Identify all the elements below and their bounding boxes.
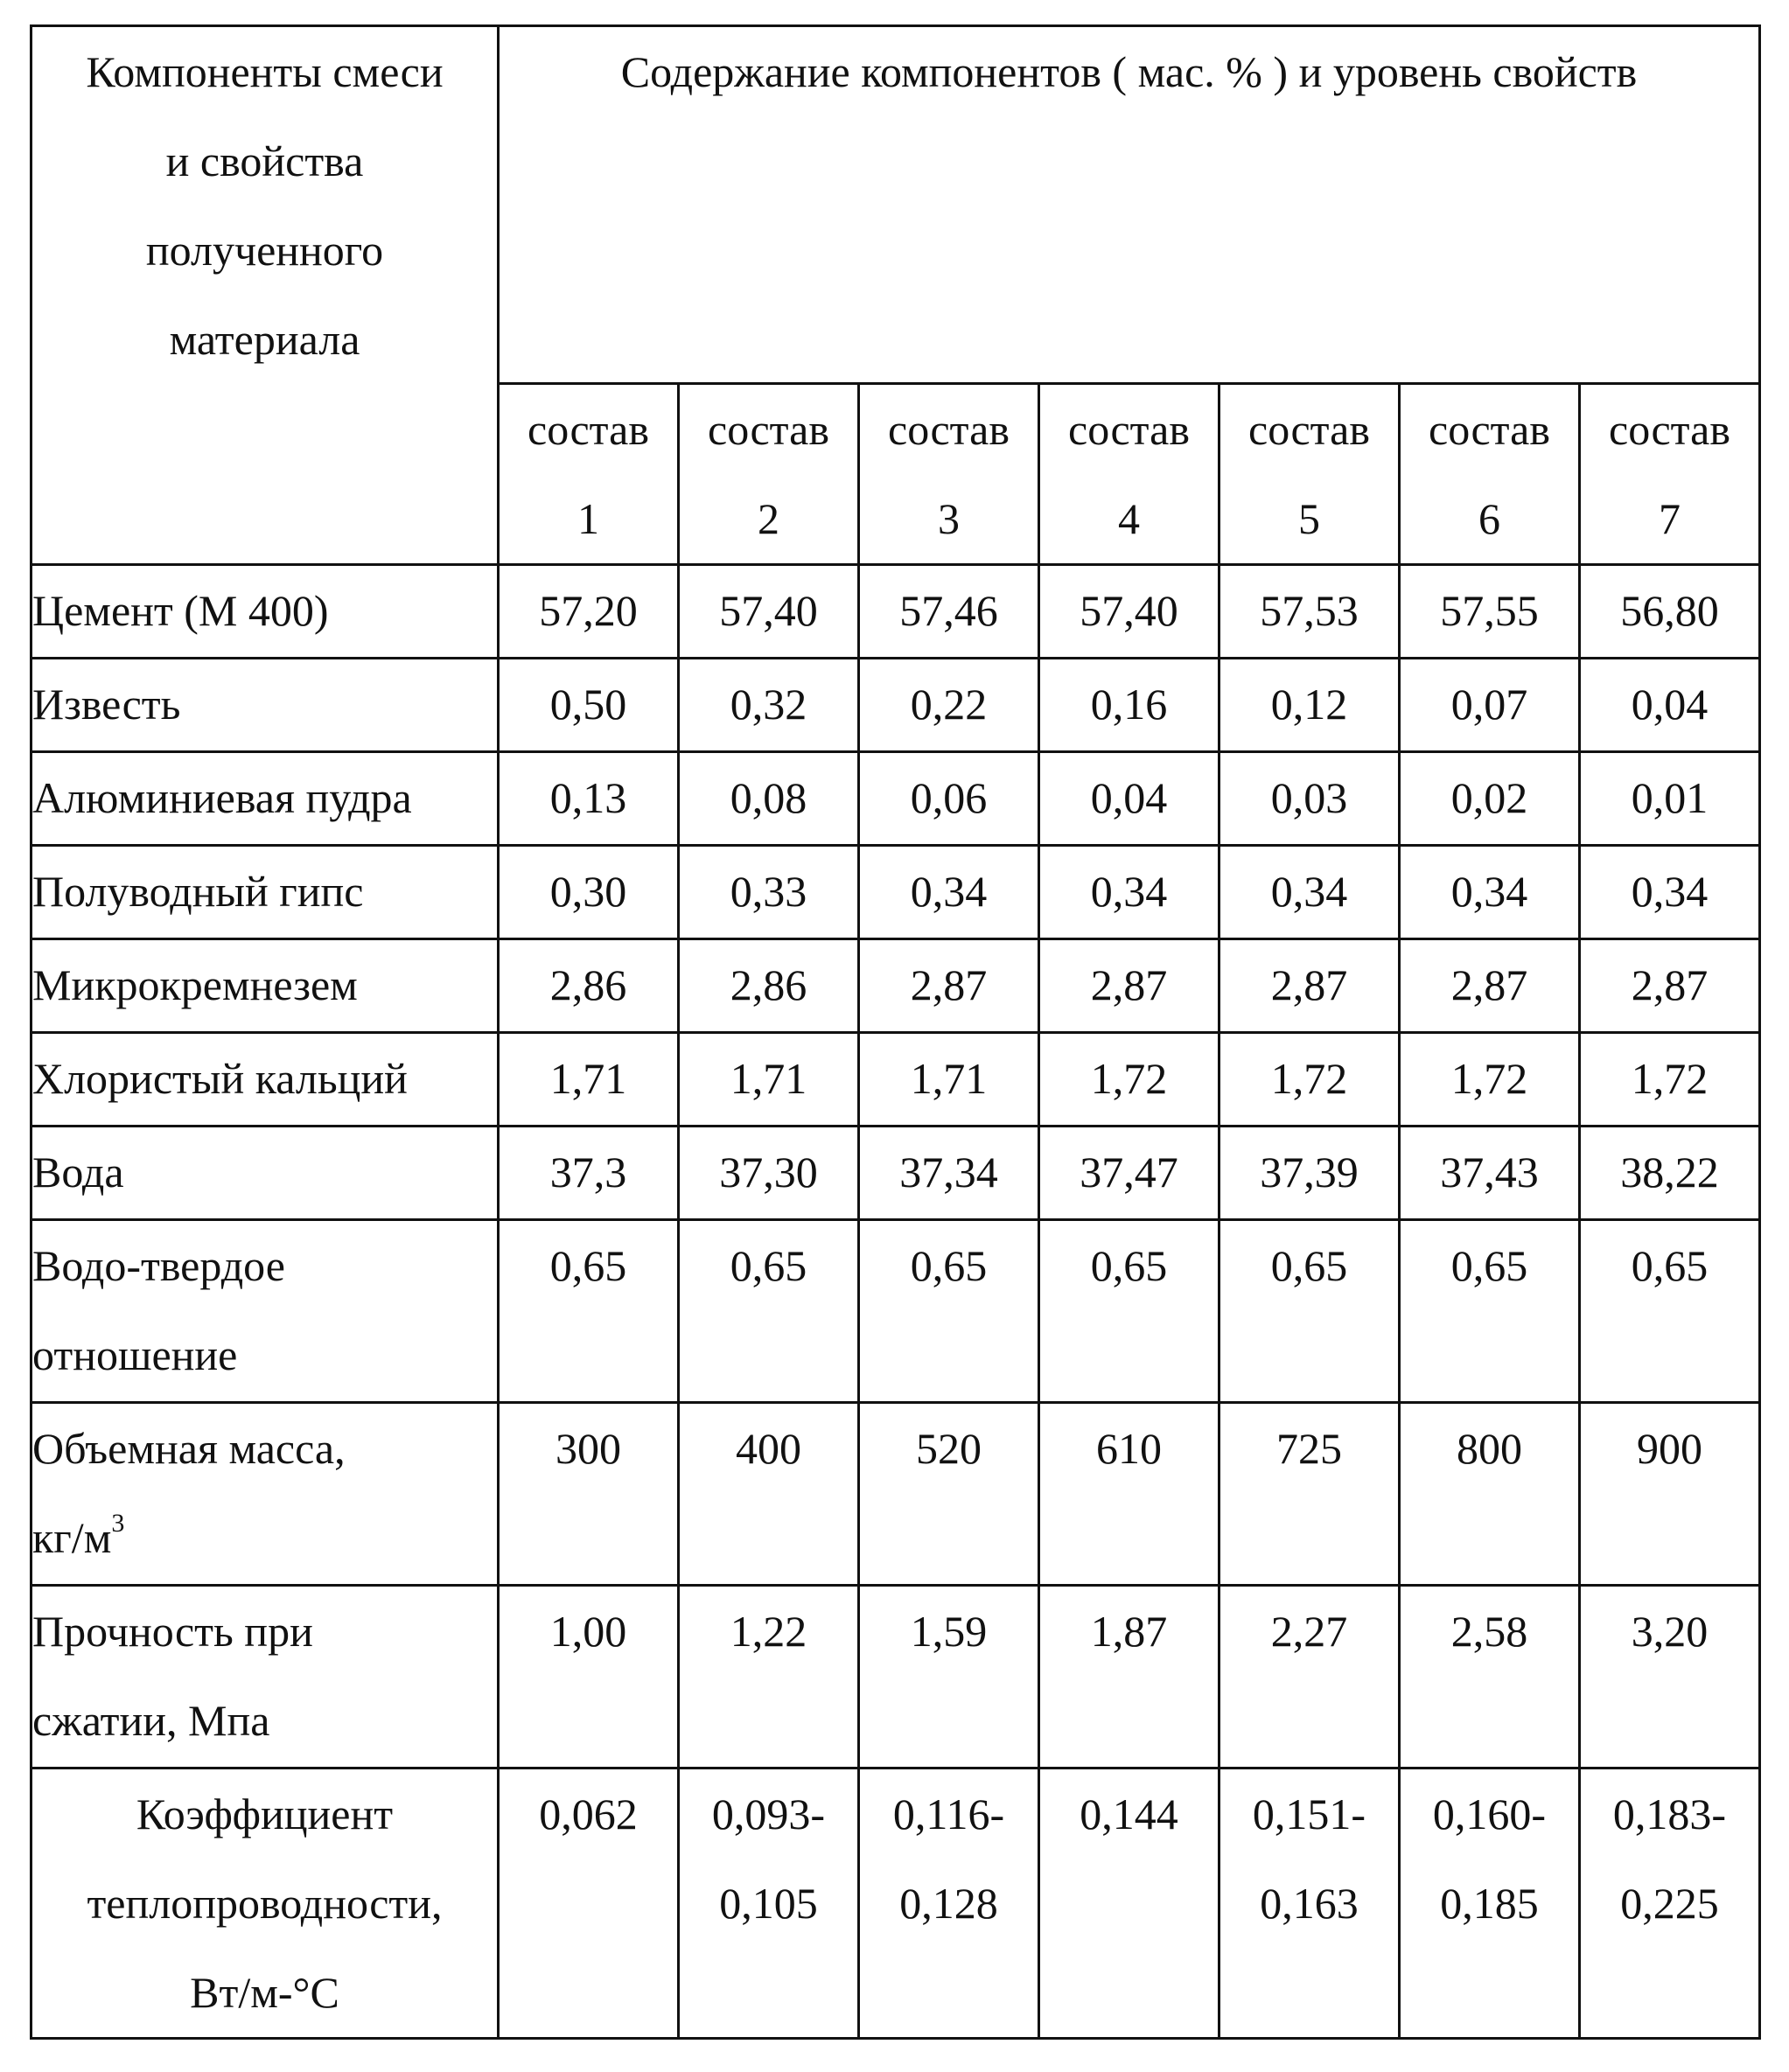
value-cell [1580, 565, 1760, 659]
value-line: 0,34 [910, 867, 988, 916]
value-cell [1400, 846, 1580, 939]
row-label-line: Коэффициент [136, 1789, 394, 1838]
value-line: 0,151- [1252, 1789, 1366, 1838]
composition-header-5 [1219, 384, 1400, 565]
row-label-line: теплопроводности, [87, 1879, 443, 1928]
table-row [31, 1127, 1760, 1220]
row-label-line: Алюминиевая пудра [32, 773, 412, 822]
value-cell [1400, 1769, 1580, 2039]
value-cell [679, 939, 859, 1033]
value-cell [859, 565, 1039, 659]
value-cell [1219, 1586, 1400, 1769]
value-line: 57,40 [719, 586, 818, 635]
value-cell [499, 565, 679, 659]
row-label [31, 939, 499, 1033]
value-line: 38,22 [1620, 1148, 1719, 1196]
value-cell [499, 1220, 679, 1403]
value-line: 0,34 [1270, 867, 1348, 916]
table-row [31, 1033, 1760, 1127]
value-line: 0,08 [730, 773, 807, 822]
composition-header-1 [499, 384, 679, 565]
value-cell [1039, 1586, 1219, 1769]
row-label-line: Цемент (М 400) [32, 586, 329, 635]
value-line: 1,22 [730, 1607, 807, 1656]
value-line: 0,50 [549, 680, 627, 729]
composition-header-word: состав [1429, 405, 1550, 454]
value-line: 725 [1276, 1424, 1342, 1473]
value-cell [679, 659, 859, 752]
value-cell [1400, 1220, 1580, 1403]
value-cell [1580, 752, 1760, 846]
value-cell [1580, 1033, 1760, 1127]
value-cell [1039, 752, 1219, 846]
value-cell [499, 1033, 679, 1127]
composition-table [30, 24, 1761, 2040]
composition-header-4 [1039, 384, 1219, 565]
composition-header-number: 3 [938, 494, 960, 543]
value-cell [1400, 1127, 1580, 1220]
value-cell [679, 1127, 859, 1220]
value-cell [859, 1033, 1039, 1127]
value-cell [499, 1769, 679, 2039]
value-line: 0,65 [549, 1241, 627, 1290]
composition-header-6 [1400, 384, 1580, 565]
value-line: 0,128 [899, 1879, 998, 1928]
value-cell [1580, 1403, 1760, 1586]
corner-header [31, 26, 499, 565]
value-cell [1580, 1220, 1760, 1403]
value-cell [1219, 846, 1400, 939]
row-label [31, 1033, 499, 1127]
value-line: 2,87 [1450, 960, 1528, 1009]
value-cell [1580, 1586, 1760, 1769]
composition-header-7 [1580, 384, 1760, 565]
row-label-line: Микрокремнезем [32, 960, 358, 1009]
composition-header-number: 2 [758, 494, 779, 543]
value-line: 57,40 [1080, 586, 1178, 635]
row-label-line: Полуводный гипс [32, 867, 364, 916]
value-line: 0,163 [1260, 1879, 1359, 1928]
row-label-line: Водо-твердое [32, 1241, 285, 1290]
value-cell [679, 1033, 859, 1127]
table-row [31, 1403, 1760, 1586]
value-cell [679, 846, 859, 939]
value-cell [859, 659, 1039, 752]
value-line: 56,80 [1620, 586, 1719, 635]
value-cell [1219, 565, 1400, 659]
value-cell [1400, 565, 1580, 659]
value-line: 400 [736, 1424, 801, 1473]
row-label-line-wrap [32, 1493, 497, 1582]
value-line: 0,04 [1631, 680, 1709, 729]
value-cell [859, 939, 1039, 1033]
composition-header-word: состав [1609, 405, 1730, 454]
value-line: 0,062 [539, 1789, 638, 1838]
value-cell [499, 1127, 679, 1220]
composition-header-number: 1 [577, 494, 599, 543]
value-cell [679, 1586, 859, 1769]
value-line: 2,58 [1450, 1607, 1528, 1656]
value-line: 0,65 [1631, 1241, 1709, 1290]
value-line: 2,87 [910, 960, 988, 1009]
value-line: 0,04 [1090, 773, 1168, 822]
value-line: 0,22 [910, 680, 988, 729]
value-cell [1039, 1769, 1219, 2039]
row-label-line: кг/м [32, 1513, 112, 1562]
composition-header-word: состав [708, 405, 829, 454]
value-line: 800 [1457, 1424, 1522, 1473]
value-line: 57,53 [1260, 586, 1359, 635]
row-label-line: Вода [32, 1148, 124, 1196]
value-cell [1400, 1586, 1580, 1769]
row-label [31, 846, 499, 939]
value-cell [1219, 1220, 1400, 1403]
value-cell [499, 1403, 679, 1586]
row-label [31, 1769, 499, 2039]
value-cell [1400, 939, 1580, 1033]
row-label-line: Прочность при [32, 1607, 313, 1656]
value-line: 0,03 [1270, 773, 1348, 822]
row-label [31, 1403, 499, 1586]
value-cell [499, 939, 679, 1033]
table-row [31, 752, 1760, 846]
value-cell [1219, 939, 1400, 1033]
value-cell [1219, 1769, 1400, 2039]
value-cell [1039, 1127, 1219, 1220]
table-row [31, 846, 1760, 939]
value-cell [859, 1586, 1039, 1769]
value-cell [1400, 659, 1580, 752]
value-line: 0,116- [892, 1789, 1005, 1838]
value-line: 1,72 [1631, 1054, 1709, 1103]
row-label [31, 1127, 499, 1220]
composition-header-2 [679, 384, 859, 565]
table-row [31, 659, 1760, 752]
value-line: 57,55 [1440, 586, 1539, 635]
value-line: 0,093- [711, 1789, 826, 1838]
value-cell [1580, 1127, 1760, 1220]
corner-header-line: полученного [145, 226, 384, 275]
value-line: 0,12 [1270, 680, 1348, 729]
group-header: Содержание компонентов ( мас. % ) и уровень свойств [499, 26, 1760, 384]
value-line: 2,86 [730, 960, 807, 1009]
value-line: 0,34 [1090, 867, 1168, 916]
unit-superscript: 3 [111, 1509, 125, 1538]
value-line: 37,30 [719, 1148, 818, 1196]
value-line: 37,3 [549, 1148, 627, 1196]
value-cell [1039, 939, 1219, 1033]
corner-header-line: материала [169, 315, 360, 364]
value-line: 57,46 [899, 586, 998, 635]
value-line: 1,72 [1450, 1054, 1528, 1103]
value-line: 0,225 [1620, 1879, 1719, 1928]
value-line: 610 [1096, 1424, 1162, 1473]
value-line: 37,39 [1260, 1148, 1359, 1196]
value-line: 0,65 [1090, 1241, 1168, 1290]
value-line: 0,160- [1432, 1789, 1547, 1838]
value-cell [679, 1220, 859, 1403]
corner-header-line: и свойства [165, 136, 364, 185]
value-line: 3,20 [1631, 1607, 1709, 1656]
value-line: 0,01 [1631, 773, 1709, 822]
value-line: 0,65 [1450, 1241, 1528, 1290]
row-label-line: Известь [32, 680, 181, 729]
value-line: 0,02 [1450, 773, 1528, 822]
value-line: 0,32 [730, 680, 807, 729]
value-cell [1580, 939, 1760, 1033]
header-row [31, 26, 1760, 384]
value-line: 0,06 [910, 773, 988, 822]
composition-header-word: состав [888, 405, 1010, 454]
value-line: 37,34 [899, 1148, 998, 1196]
value-cell [859, 846, 1039, 939]
value-line: 0,30 [549, 867, 627, 916]
value-line: 0,65 [730, 1241, 807, 1290]
value-line: 1,00 [549, 1607, 627, 1656]
value-cell [859, 752, 1039, 846]
composition-header-number: 7 [1659, 494, 1681, 543]
value-cell [859, 1403, 1039, 1586]
value-line: 0,185 [1440, 1879, 1539, 1928]
row-label [31, 659, 499, 752]
row-label-line: отношение [32, 1330, 238, 1379]
value-cell [1219, 1033, 1400, 1127]
value-cell [859, 1769, 1039, 2039]
table-row [31, 565, 1760, 659]
value-cell [1219, 1127, 1400, 1220]
row-label-line: Объемная масса, [32, 1424, 346, 1473]
row-label-line: Хлористый кальций [32, 1054, 408, 1103]
value-cell [1039, 565, 1219, 659]
value-cell [1400, 1033, 1580, 1127]
value-line: 0,144 [1080, 1789, 1178, 1838]
value-cell [499, 1586, 679, 1769]
value-line: 1,59 [910, 1607, 988, 1656]
value-cell [1039, 1403, 1219, 1586]
composition-header-number: 6 [1478, 494, 1500, 543]
value-line: 0,65 [1270, 1241, 1348, 1290]
value-line: 1,71 [910, 1054, 988, 1103]
value-cell [679, 1403, 859, 1586]
value-cell [859, 1220, 1039, 1403]
value-cell [859, 1127, 1039, 1220]
value-line: 0,33 [730, 867, 807, 916]
value-cell [1400, 1403, 1580, 1586]
row-label [31, 1586, 499, 1769]
value-line: 300 [556, 1424, 621, 1473]
value-line: 0,16 [1090, 680, 1168, 729]
value-line: 0,183- [1612, 1789, 1727, 1838]
composition-header-3 [859, 384, 1039, 565]
table-row [31, 1220, 1760, 1403]
row-label-line: сжатии, Мпа [32, 1696, 270, 1745]
row-label [31, 1220, 499, 1403]
value-line: 57,20 [539, 586, 638, 635]
row-label-line: Вт/м-°С [190, 1968, 339, 2017]
value-line: 1,72 [1270, 1054, 1348, 1103]
value-line: 2,86 [549, 960, 627, 1009]
value-cell [1219, 1403, 1400, 1586]
composition-header-number: 5 [1298, 494, 1320, 543]
value-cell [499, 659, 679, 752]
value-cell [1400, 752, 1580, 846]
value-cell [499, 752, 679, 846]
corner-header-line: Компоненты смеси [86, 47, 444, 96]
value-cell [1039, 1220, 1219, 1403]
value-line: 1,72 [1090, 1054, 1168, 1103]
value-cell [1580, 659, 1760, 752]
composition-header-number: 4 [1118, 494, 1140, 543]
value-cell [679, 752, 859, 846]
value-line: 0,105 [719, 1879, 818, 1928]
value-line: 0,34 [1450, 867, 1528, 916]
value-cell [1580, 846, 1760, 939]
composition-header-word: состав [528, 405, 649, 454]
value-line: 2,87 [1270, 960, 1348, 1009]
row-label [31, 565, 499, 659]
table-row [31, 939, 1760, 1033]
value-cell [679, 1769, 859, 2039]
value-line: 520 [916, 1424, 982, 1473]
value-line: 0,07 [1450, 680, 1528, 729]
value-cell [1580, 1769, 1760, 2039]
value-line: 2,87 [1631, 960, 1709, 1009]
value-line: 900 [1637, 1424, 1702, 1473]
value-line: 1,71 [730, 1054, 807, 1103]
value-cell [1219, 659, 1400, 752]
value-line: 1,71 [549, 1054, 627, 1103]
value-line: 37,43 [1440, 1148, 1539, 1196]
value-cell [499, 846, 679, 939]
value-cell [679, 565, 859, 659]
value-line: 0,34 [1631, 867, 1709, 916]
composition-header-word: состав [1248, 405, 1370, 454]
value-line: 2,27 [1270, 1607, 1348, 1656]
value-line: 37,47 [1080, 1148, 1178, 1196]
value-cell [1039, 659, 1219, 752]
table-body [31, 565, 1760, 2039]
table-row [31, 1586, 1760, 1769]
value-cell [1039, 1033, 1219, 1127]
value-line: 0,13 [549, 773, 627, 822]
table-row [31, 1769, 1760, 2039]
value-line: 0,65 [910, 1241, 988, 1290]
value-line: 2,87 [1090, 960, 1168, 1009]
row-label [31, 752, 499, 846]
value-line: 1,87 [1090, 1607, 1168, 1656]
value-cell [1219, 752, 1400, 846]
composition-header-word: состав [1068, 405, 1190, 454]
value-cell [1039, 846, 1219, 939]
